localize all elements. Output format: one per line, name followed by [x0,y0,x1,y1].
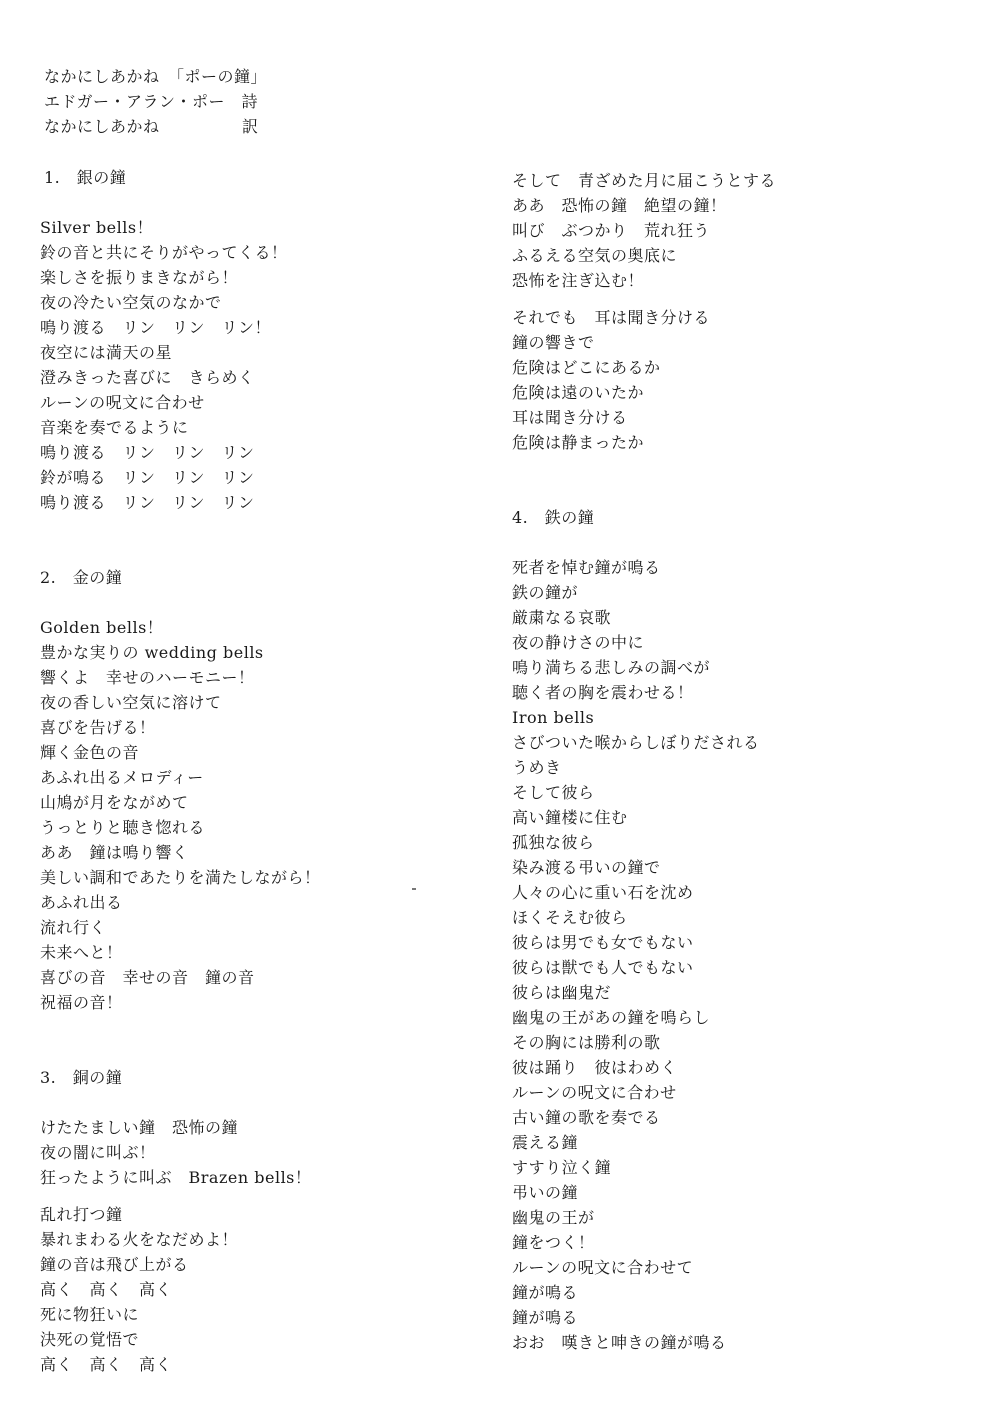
verse-line: 喜びの音 幸せの音 鐘の音 [40,968,255,987]
section-3-stanza-b [40,1202,321,1377]
verse-line: 鈴の音と共にそりがやってくる！ [40,243,288,262]
verse-line: 狂ったように叫ぶ Brazen bells！ [40,1168,312,1187]
verse-line: すすり泣く鐘 [512,1158,612,1177]
verse-line: あふれ出る [40,893,123,912]
verse-line: うっとりと聴き惚れる [40,818,206,837]
verse-line: 鳴り渡る リン リン リン！ [40,318,272,337]
verse-line: 染み渡る弔いの鐘で [512,858,661,877]
section-3-stanza-a [40,1115,321,1190]
verse-line: Golden bells！ [40,618,164,637]
verse-line: 高く 高く 高く [40,1280,173,1299]
verse-line: 鐘の音は飛び上がる [40,1255,189,1274]
verse-line: 祝福の音！ [40,993,123,1012]
verse-line: 夜の闇に叫ぶ！ [40,1143,156,1162]
verse-line: 彼は踊り 彼はわめく [512,1058,678,1077]
verse-line: けたたましい鐘 恐怖の鐘 [40,1118,239,1137]
verse-line: ルーンの呪文に合わせ [512,1083,677,1102]
left-column [40,165,321,1377]
verse-line: 未来へと！ [40,943,123,962]
verse-line: 決死の覚悟で [40,1330,140,1349]
verse-line: 澄みきった喜びに きらめく [40,368,255,387]
verse-line: あふれ出るメロディー [40,768,204,787]
verse-line: 高く 高く 高く [40,1355,173,1374]
verse-line: 乱れ打つ鐘 [40,1205,123,1224]
verse-line: 豊かな実りの wedding bells [40,643,264,662]
verse-line: その胸には勝利の歌 [512,1033,661,1052]
verse-line: 彼らは獣でも人でもない [512,958,694,977]
section-3-heading: 3. 銅の鐘 [40,1068,123,1087]
verse-line: 彼らは男でも女でもない [512,933,694,952]
verse-line: 危険は遠のいたか [512,383,645,402]
verse-line: それでも 耳は聞き分ける [512,308,711,327]
section-3-stanza-d [512,305,776,455]
verse-line: うめき [512,758,562,777]
verse-line: 鳴り渡る リン リン リン [40,443,255,462]
verse-line: 楽しさを振りまきながら！ [40,268,239,287]
verse-line: 耳は聞き分ける [512,408,628,427]
verse-line: 死者を悼む鐘が鳴る [512,558,661,577]
verse-line: 夜の冷たい空気のなかで [40,293,222,312]
verse-line: 鐘が鳴る [512,1308,579,1327]
verse-line: ああ 鐘は鳴り響く [40,843,189,862]
verse-line: 夜の静けさの中に [512,633,645,652]
verse-line: 鐘をつく！ [512,1233,595,1252]
right-column [512,168,776,1355]
verse-line: 聴く者の胸を震わせる！ [512,683,694,702]
verse-line: 震える鐘 [512,1133,579,1152]
verse-line: 美しい調和であたりを満たしながら！ [40,868,321,887]
verse-line: 鳴り渡る リン リン リン [40,493,255,512]
document-header [44,64,267,139]
section-2-stanza [40,615,321,1015]
verse-line: 鳴り満ちる悲しみの調べが [512,658,711,677]
translator-line: なかにしあかね 訳 [44,117,259,136]
verse-line: ルーンの呪文に合わせ [40,393,205,412]
verse-line: 流れ行く [40,918,107,937]
verse-line: 幽鬼の王があの鐘を鳴らし [512,1008,711,1027]
section-1-heading: 1. 銀の鐘 [44,168,127,187]
verse-line: そして彼ら [512,783,595,802]
verse-line: 孤独な彼ら [512,833,595,852]
title-line: なかにしあかね 「ポーの鐘」 [44,67,268,86]
verse-line: 弔いの鐘 [512,1183,579,1202]
verse-line: さびついた喉からしぼりだされる [512,733,760,752]
verse-line: ああ 恐怖の鐘 絶望の鐘！ [512,196,727,215]
verse-line: 夜の香しい空気に溶けて [40,693,222,712]
verse-line: 厳粛なる哀歌 [512,608,612,627]
verse-line: 山鳩が月をながめて [40,793,189,812]
verse-line: 鐘の響きで [512,333,595,352]
verse-line: 高い鐘楼に住む [512,808,628,827]
verse-line: 幽鬼の王が [512,1208,595,1227]
verse-line: 喜びを告げる！ [40,718,156,737]
scan-speck [412,888,416,890]
verse-line: 彼らは幽鬼だ [512,983,612,1002]
verse-line: 古い鐘の歌を奏でる [512,1108,661,1127]
verse-line: 輝く金色の音 [40,743,140,762]
verse-line: 人々の心に重い石を沈め [512,883,694,902]
verse-line: ふるえる空気の奥底に [512,246,678,265]
verse-line: ルーンの呪文に合わせて [512,1258,694,1277]
verse-line: ほくそえむ彼ら [512,908,628,927]
verse-line: 夜空には満天の星 [40,343,173,362]
verse-line: 響くよ 幸せのハーモニー！ [40,668,255,687]
poet-line: エドガー・アラン・ポー 詩 [44,92,259,111]
verse-line: 暴れまわる火をなだめよ！ [40,1230,239,1249]
section-2-heading: 2. 金の鐘 [40,568,123,587]
verse-line: 死に物狂いに [40,1305,140,1324]
verse-line: 鉄の鐘が [512,583,579,602]
verse-line: Silver bells！ [40,218,154,237]
verse-line: 音楽を奏でるように [40,418,189,437]
section-1-stanza [40,215,321,515]
verse-line: 鐘が鳴る [512,1283,579,1302]
verse-line: そして 青ざめた月に届こうとする [512,171,777,190]
verse-line: おお 嘆きと呻きの鐘が鳴る [512,1333,727,1352]
verse-line: 危険はどこにあるか [512,358,661,377]
section-3-stanza-c [512,168,776,293]
section-4-stanza [512,555,776,1355]
verse-line: 叫び ぶつかり 荒れ狂う [512,221,711,240]
verse-line: 恐怖を注ぎ込む！ [512,271,645,290]
verse-line: 鈴が鳴る リン リン リン [40,468,255,487]
section-4-heading: 4. 鉄の鐘 [512,508,595,527]
verse-line: 危険は静まったか [512,433,645,452]
verse-line: Iron bells [512,708,595,727]
